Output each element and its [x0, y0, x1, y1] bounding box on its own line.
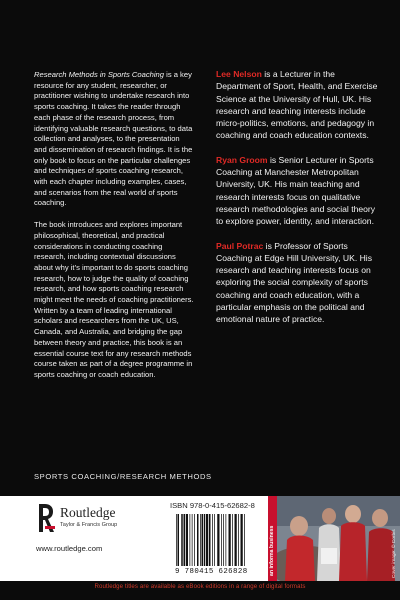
barcode-bar [212, 514, 213, 566]
description-paragraph-1 [34, 70, 194, 209]
barcode-bar [229, 514, 231, 566]
author-bio-text: is Senior Lecturer in Sports Coaching at Manchester Metropolitan University, UK. His main teaching and research interests focus on qualitative research methodologies and social theory to explore power, identity, and interaction. [216, 154, 376, 227]
author-name: Paul Potrac [216, 240, 264, 251]
barcode-bar [178, 514, 180, 566]
author-bio-text: is Professor of Sports Coaching at Edge Hill University, UK. His research and teaching interests focus on exploring the social complexity of sports coaching and coach education, with a particular emphasis on the political and emotional nature of practice. [216, 240, 373, 325]
barcode-bar [204, 514, 206, 566]
publisher-strip [268, 496, 277, 581]
barcode-bar [235, 514, 237, 566]
author-name: Lee Nelson [216, 69, 262, 79]
barcode-bar [226, 514, 227, 566]
barcode-bar [209, 514, 211, 566]
description-paragraph-1-text: is a key resource for any student, researcher, or practitioner wishing to undertake research into sports coaching. It takes the reader through each phase of the research process, from identifying valuable research questions, to data collection and analyses, to the presentation and dissemination of research findings. It is the only book to focus on the particular challenges and techniques of sports coaching research, with each chapter including examples, cases, and scenarios from the real world of sports coaching. [34, 70, 193, 208]
cover-photo-image [277, 496, 400, 581]
barcode-bar [217, 514, 219, 566]
barcode-bar [221, 514, 222, 566]
barcode-bar [197, 514, 199, 566]
footer-note: Routledge titles are available as eBook editions in a range of digital formats [94, 583, 306, 590]
author-name: Ryan Groom [216, 154, 268, 165]
barcode-bar [184, 514, 186, 566]
author-bio-text: is a Lecturer in the Department of Sport, Health, and Exercise Science at the University of Hull, UK. His research and teaching interests include micro-politics, emotions, and pedagogy in coaching and coach education contexts. [216, 69, 378, 141]
barcode-bar [206, 514, 208, 566]
isbn-block [170, 501, 265, 578]
description-paragraph-2: The book introduces and explores important philosophical, theoretical, and practical considerations in conducting coaching research, including contextual discussions about why it’s important to do sports coaching research, how to judge the quality of coaching research, and how sports coaching research might meet the needs of coaching practitioners. Written by a team of leading international scholars and researchers from the UK, US, Canada, and Australia, and bridging the gap between theory and practice, this book is an essential course text for any research methods course taken as part of a degree programme in sports coaching or coach education. [34, 220, 194, 379]
barcode-bar [244, 514, 245, 566]
barcode [170, 512, 265, 572]
barcode-bar [232, 514, 233, 566]
barcode-bar [186, 514, 188, 566]
barcode-bar [192, 514, 193, 566]
publisher-subtitle: Taylor & Francis Group [60, 522, 118, 528]
publisher-name: Routledge [60, 505, 116, 520]
publisher-logo [36, 502, 146, 542]
series-label: SPORTS COACHING/RESEARCH METHODS [34, 472, 212, 481]
author-bio [216, 154, 378, 228]
barcode-bar [241, 514, 243, 566]
cover-photo [277, 496, 400, 581]
book-title: Research Methods in Sports Coaching [34, 70, 165, 79]
barcode-bar [238, 514, 239, 566]
barcode-bar [200, 514, 201, 566]
barcode-bar [190, 514, 191, 566]
barcode-bar [176, 514, 177, 566]
author-bio [216, 68, 378, 142]
book-description [34, 70, 194, 392]
barcode-bar [194, 514, 195, 566]
barcode-bar [181, 514, 183, 566]
barcode-bar [223, 514, 224, 566]
cover-credit: Cover image: © Corbis [392, 529, 397, 578]
barcode-bar [214, 514, 215, 566]
author-bios [216, 68, 378, 338]
publisher-url[interactable]: www.routledge.com [36, 544, 103, 553]
barcode-bar [202, 514, 204, 566]
strip-text: an informa business [269, 525, 275, 576]
barcode-number: 9 780415 626828 [175, 568, 248, 576]
isbn-label: ISBN 978-0-415-62682-8 [170, 501, 255, 510]
routledge-logo-icon [36, 502, 56, 534]
author-bio [216, 240, 378, 326]
